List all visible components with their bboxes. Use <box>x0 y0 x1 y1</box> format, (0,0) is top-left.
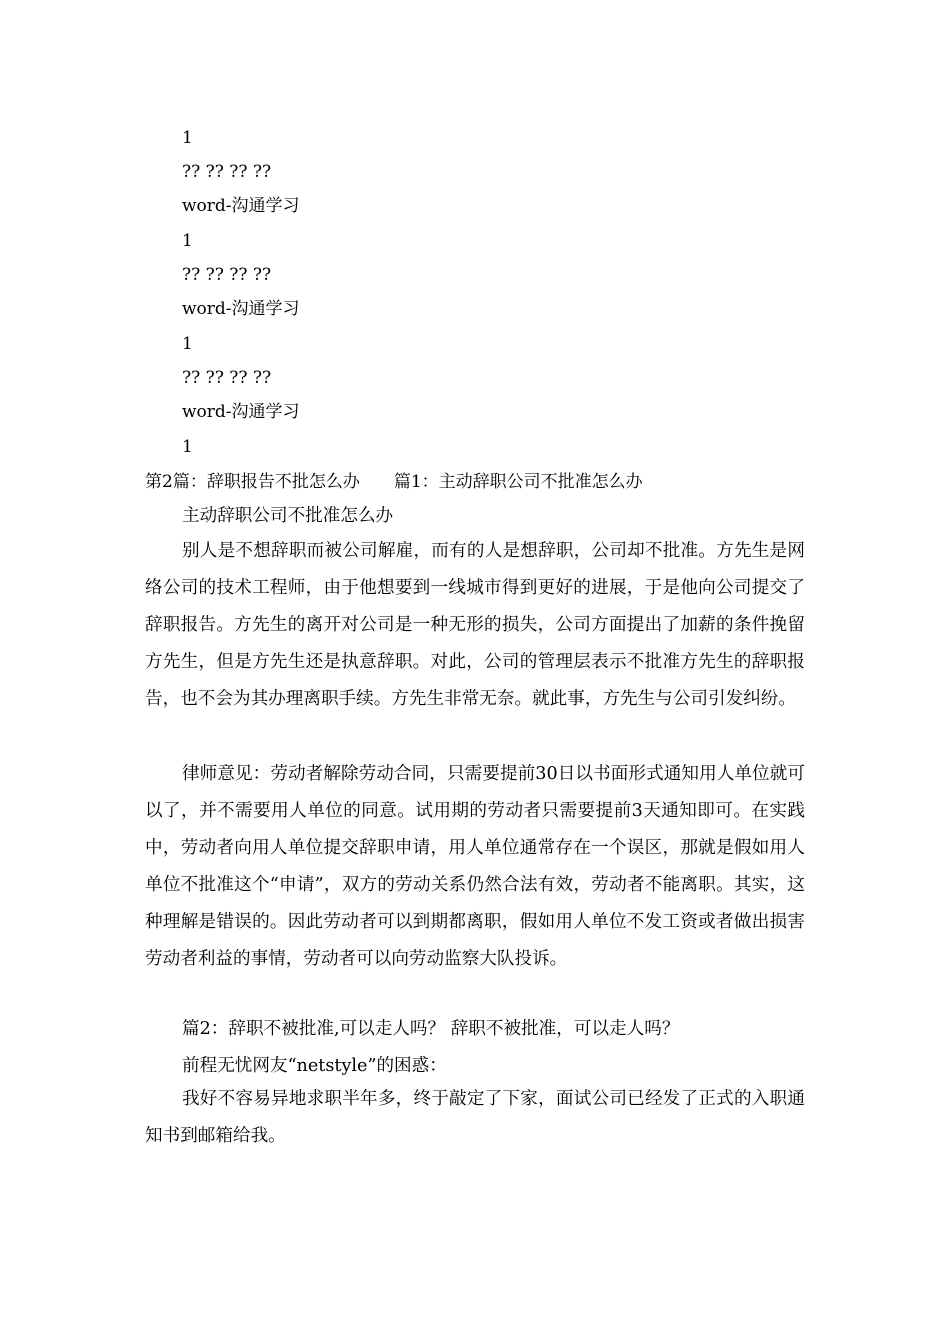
section-heading <box>145 471 643 493</box>
paragraph-3: 篇2：辞职不被批准,可以走人吗？ 辞职不被批准，可以走人吗？ <box>182 1019 680 1039</box>
placeholder-symbols: ?? ?? ?? ?? <box>182 368 272 388</box>
page-number-text: 1 <box>182 128 193 148</box>
heading-right: 篇1：主动辞职公司不批准怎么办 <box>393 472 643 492</box>
placeholder-symbols: ?? ?? ?? ?? <box>182 265 272 285</box>
paragraph-2: 律师意见：劳动者解除劳动合同，只需要提前30日以书面形式通知用人单位就可以了，并不需要用人单位的同意。试用期的劳动者只需要提前3天通知即可。在实践中，劳动者向用人单位提交辞职申请，用人单位通常存在一个误区，那就是假如用人单位不批准这个“申请”，双方的劳动关系仍然合法有效，劳动者不能离职。其实，这种理解是错误的。因此劳动者可以到期都离职，假如用人单位不发工资或者做出损害劳动者利益的事情，劳动者可以向劳动监察大队投诉。 <box>145 764 805 969</box>
paragraph-1: 别人是不想辞职而被公司解雇，而有的人是想辞职，公司却不批准。方先生是网络公司的技术工程师，由于他想要到一线城市得到更好的进展，于是他向公司提交了辞职报告。方先生的离开对公司是一种无形的损失，公司方面提出了加薪的条件挽留方先生，但是方先生还是执意辞职。对此，公司的管理层表示不批准方先生的辞职报告，也不会为其办理离职手续。方先生非常无奈。就此事，方先生与公司引发纠纷。 <box>145 541 805 709</box>
footer-caption: word-沟通学习 <box>182 196 300 216</box>
page-number-text: 1 <box>182 334 193 354</box>
page-number-text: 1 <box>182 437 193 457</box>
article-subtitle: 主动辞职公司不批准怎么办 <box>182 506 394 526</box>
footer-caption: word-沟通学习 <box>182 299 300 319</box>
footer-caption: word-沟通学习 <box>182 402 300 422</box>
paragraph-5: 我好不容易异地求职半年多，终于敲定了下家，面试公司已经发了正式的入职通知书到邮箱给我。 <box>145 1089 805 1146</box>
heading-left: 第2篇：辞职报告不批怎么办 <box>145 472 360 492</box>
paragraph-4: 前程无忧网友“netstyle”的困惑： <box>182 1056 447 1076</box>
placeholder-symbols: ?? ?? ?? ?? <box>182 162 272 182</box>
page-number-text: 1 <box>182 231 193 251</box>
